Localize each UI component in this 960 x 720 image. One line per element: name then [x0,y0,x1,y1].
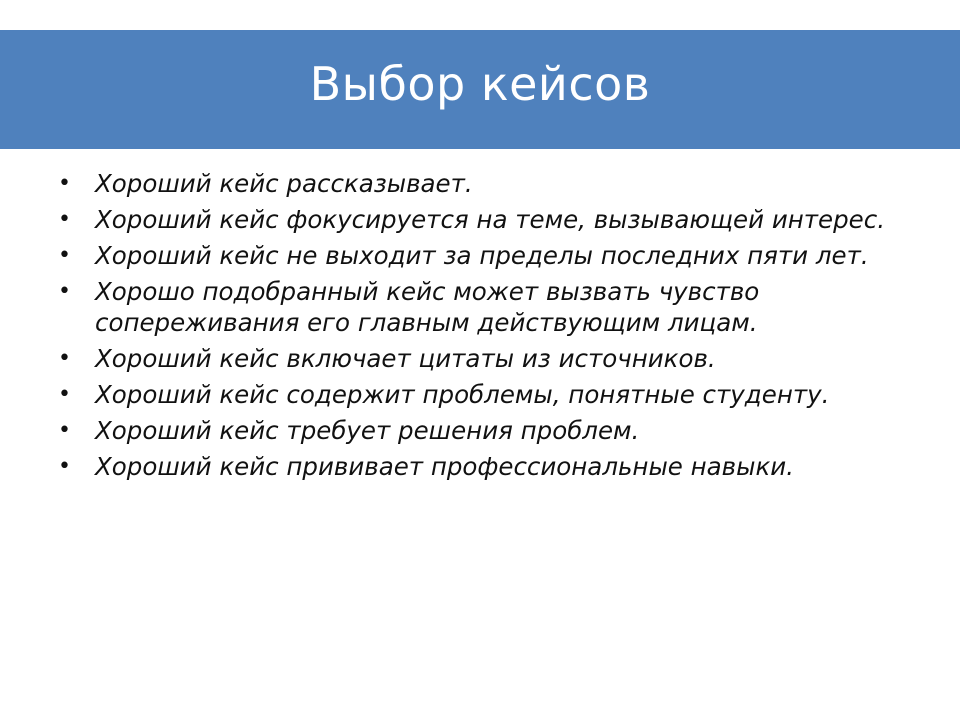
bullet-text: Хорошо подобранный кейс может вызвать чувство сопереживания его главным действующим лицам. [95,277,760,337]
bullet-text: Хороший кейс фокусируется на теме, вызывающей интерес. [95,205,885,234]
bullet-text: Хороший кейс требует решения проблем. [95,416,640,445]
bullet-item [58,276,918,338]
bullet-point-icon: • [58,279,71,304]
bullet-point-icon: • [58,346,71,371]
bullet-point-icon: • [58,243,71,268]
bullet-item [58,415,918,446]
bullet-item [58,379,918,410]
bullet-point-icon: • [58,207,71,232]
bullet-point-icon: • [58,171,71,196]
slide-title: Выбор кейсов [309,56,651,111]
bullet-point-icon: • [58,454,71,479]
bullet-item [58,451,918,482]
title-bar [0,30,960,149]
bullet-text: Хороший кейс не выходит за пределы последних пяти лет. [95,241,869,270]
bullet-item [58,168,918,199]
bullet-item [58,343,918,374]
bullet-text: Хороший кейс прививает профессиональные навыки. [95,452,794,481]
bullet-text: Хороший кейс рассказывает. [95,169,473,198]
bullet-point-icon: • [58,418,71,443]
bullet-item [58,204,918,235]
bullet-text: Хороший кейс включает цитаты из источников. [95,344,716,373]
bullet-point-icon: • [58,382,71,407]
bullet-item [58,240,918,271]
bullet-list [58,168,918,487]
bullet-text: Хороший кейс содержит проблемы, понятные студенту. [95,380,830,409]
